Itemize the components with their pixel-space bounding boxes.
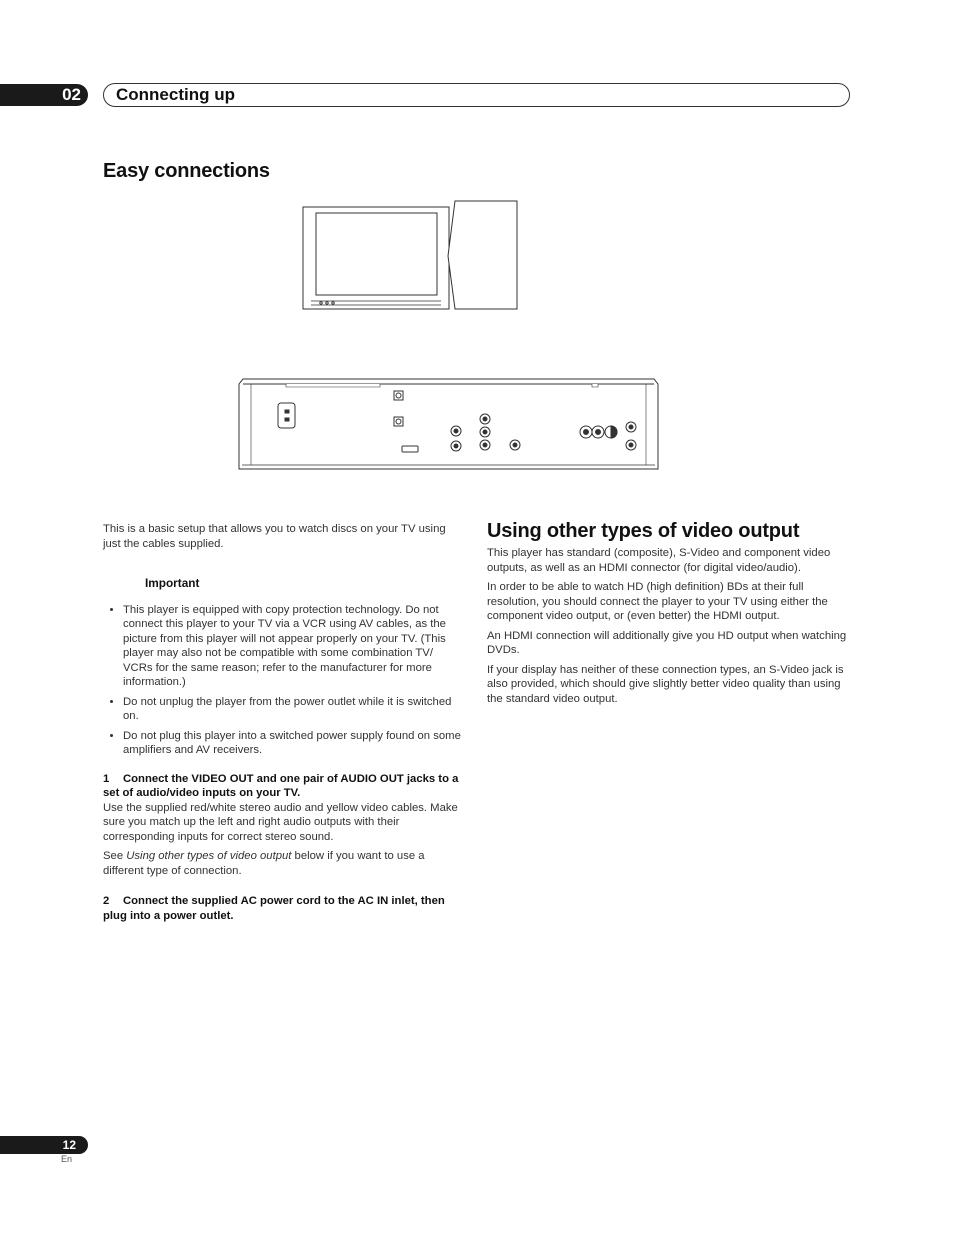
step-1-number: 1 [103, 772, 110, 785]
paragraph: If your display has neither of these connection types, an S-Video jack is also provided, which should give slightly better video quality than using the standard video output. [487, 663, 844, 705]
paragraph: In order to be able to watch HD (high definition) BDs at their full resolution, you should connect the player to your TV using either the component video output, or (even better) the HDMI output. [487, 581, 828, 622]
step-2-text: Connect the supplied AC power cord to the AC IN inlet, then plug into a power outlet. [103, 895, 445, 922]
important-title: Important [145, 576, 200, 590]
step-1-body: Use the supplied red/white stereo audio and yellow video cables. Make sure you match up the left and right audio outputs with their corresponding inputs for correct stereo sound. [103, 801, 458, 843]
see-prefix: See [103, 850, 127, 862]
page-language: En [61, 1154, 73, 1164]
player-rear-panel-illustration [239, 379, 658, 469]
list-item: • Do not unplug the player from the power outlet while it is switched on. [123, 695, 465, 724]
step-1-title [103, 772, 465, 801]
page-number: 12 [0, 1136, 88, 1154]
hdmi-port [402, 446, 418, 452]
list-item: • Do not plug this player into a switched power supply found on some amplifiers and AV receivers. [123, 729, 465, 758]
easy-connections-heading: Easy connections [103, 160, 270, 182]
ac-in-inlet [278, 403, 295, 428]
step-1-text: Connect the VIDEO OUT and one pair of AUDIO OUT jacks to a set of audio/video inputs on your TV. [103, 772, 459, 799]
step-2-number: 2 [103, 895, 110, 907]
intro-paragraph: This is a basic setup that allows you to watch discs on your TV using just the cables supplied. [103, 523, 446, 550]
step-1-see-also [103, 849, 465, 878]
chapter-title: Connecting up [116, 85, 235, 104]
chapter-number-tab: 02 [0, 84, 88, 106]
see-suffix: below if you want to use a different type of connection. [103, 850, 425, 877]
step-2-title [103, 894, 465, 923]
paragraph: An HDMI connection will additionally give you HD output when watching DVDs. [487, 629, 847, 656]
left-column [103, 522, 465, 928]
tv-illustration [303, 201, 517, 309]
video-output-heading: Using other types of video output [487, 520, 800, 542]
important-list [103, 603, 465, 758]
paragraph: This player has standard (composite), S-Video and component video outputs, as well as an HDMI connector (for digital video/audio). [487, 547, 831, 574]
right-column [487, 546, 849, 711]
see-reference: Using other types of video output [126, 850, 292, 862]
list-item: • This player is equipped with copy protection technology. Do not connect this player to your TV via a VCR using AV cables, as the picture from this player will not appear properly on your TV. (This player may also not be compatible with some combination TV/ VCRs for the same reason; refer to the manufacturer for more information.) [123, 603, 465, 690]
